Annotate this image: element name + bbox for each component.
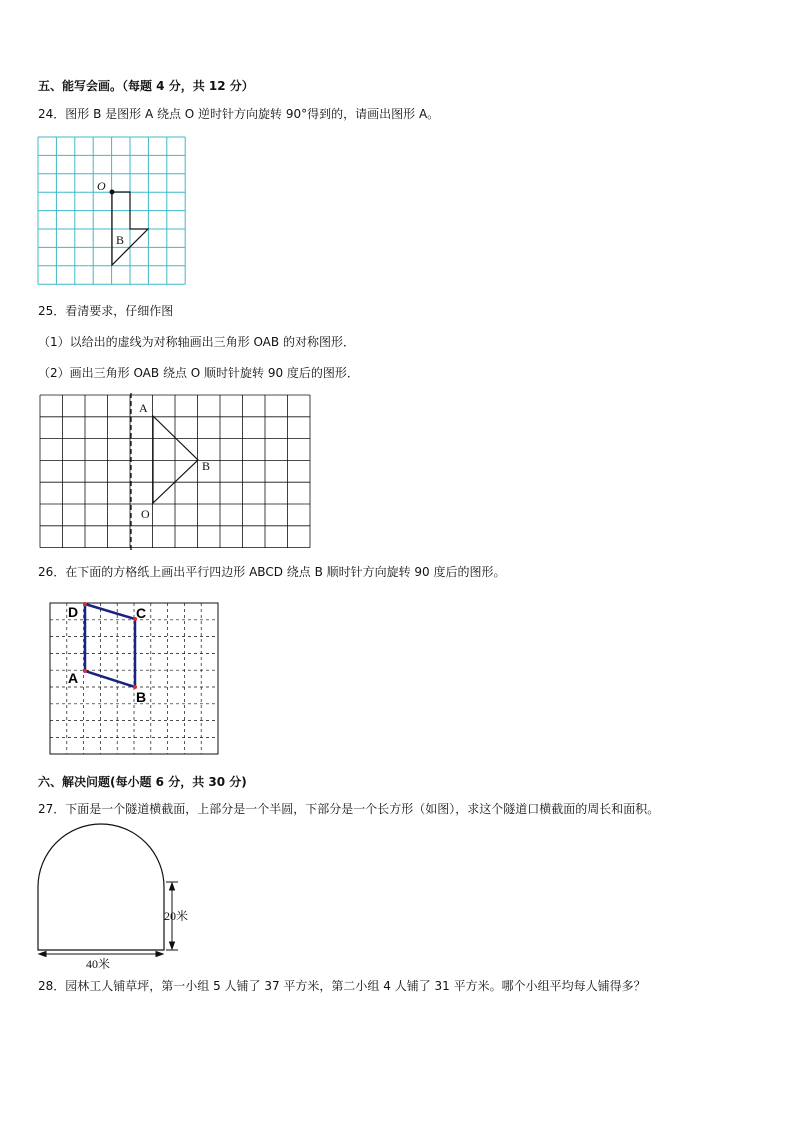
q25-text: 25．看清要求，仔细作图	[38, 304, 174, 318]
q24-text: 24．图形 B 是图形 A 绕点 O 逆时针方向旋转 90°得到的，请画出图形 A。	[38, 107, 440, 121]
q25-sub1: （1）以给出的虚线为对称轴画出三角形 OAB 的对称图形．	[38, 335, 355, 349]
section5-heading: 五、能写会画。（每题 4 分，共 12 分）	[38, 79, 254, 93]
q26-label-a: A	[68, 670, 79, 686]
section6-heading: 六、解决问题(每小题 6 分，共 30 分)	[38, 775, 247, 789]
q26-label-d: D	[68, 604, 79, 620]
q27-width-label: 40米	[86, 957, 111, 971]
q25-label-a: A	[139, 401, 148, 415]
q25-label-o: O	[141, 507, 150, 521]
q26-label-b: B	[136, 689, 147, 705]
q25-sub2: （2）画出三角形 OAB 绕点 O 顺时针旋转 90 度后的图形．	[38, 366, 359, 380]
q24-label-o: O	[97, 179, 106, 193]
q27-width-dimension	[39, 952, 163, 957]
q26-text: 26．在下面的方格纸上画出平行四边形 ABCD 绕点 B 顺时针方向旋转 90 度后的图形。	[38, 565, 506, 579]
q27-tunnel-outline	[38, 824, 164, 950]
q25-label-b: B	[202, 459, 211, 473]
q27-text: 27．下面是一个隧道横截面，上部分是一个半圆，下部分是一个长方形（如图），求这个隧道口横截面的周长和面积。	[38, 802, 660, 816]
q27-height-label: 20米	[164, 909, 189, 923]
q26-label-c: C	[136, 605, 147, 621]
q28-text: 28．园林工人铺草坪，第一小组 5 人铺了 37 平方米，第二小组 4 人铺了 31 平方米。哪个小组平均每人铺得多？	[38, 979, 646, 993]
q24-label-b: B	[116, 233, 125, 247]
